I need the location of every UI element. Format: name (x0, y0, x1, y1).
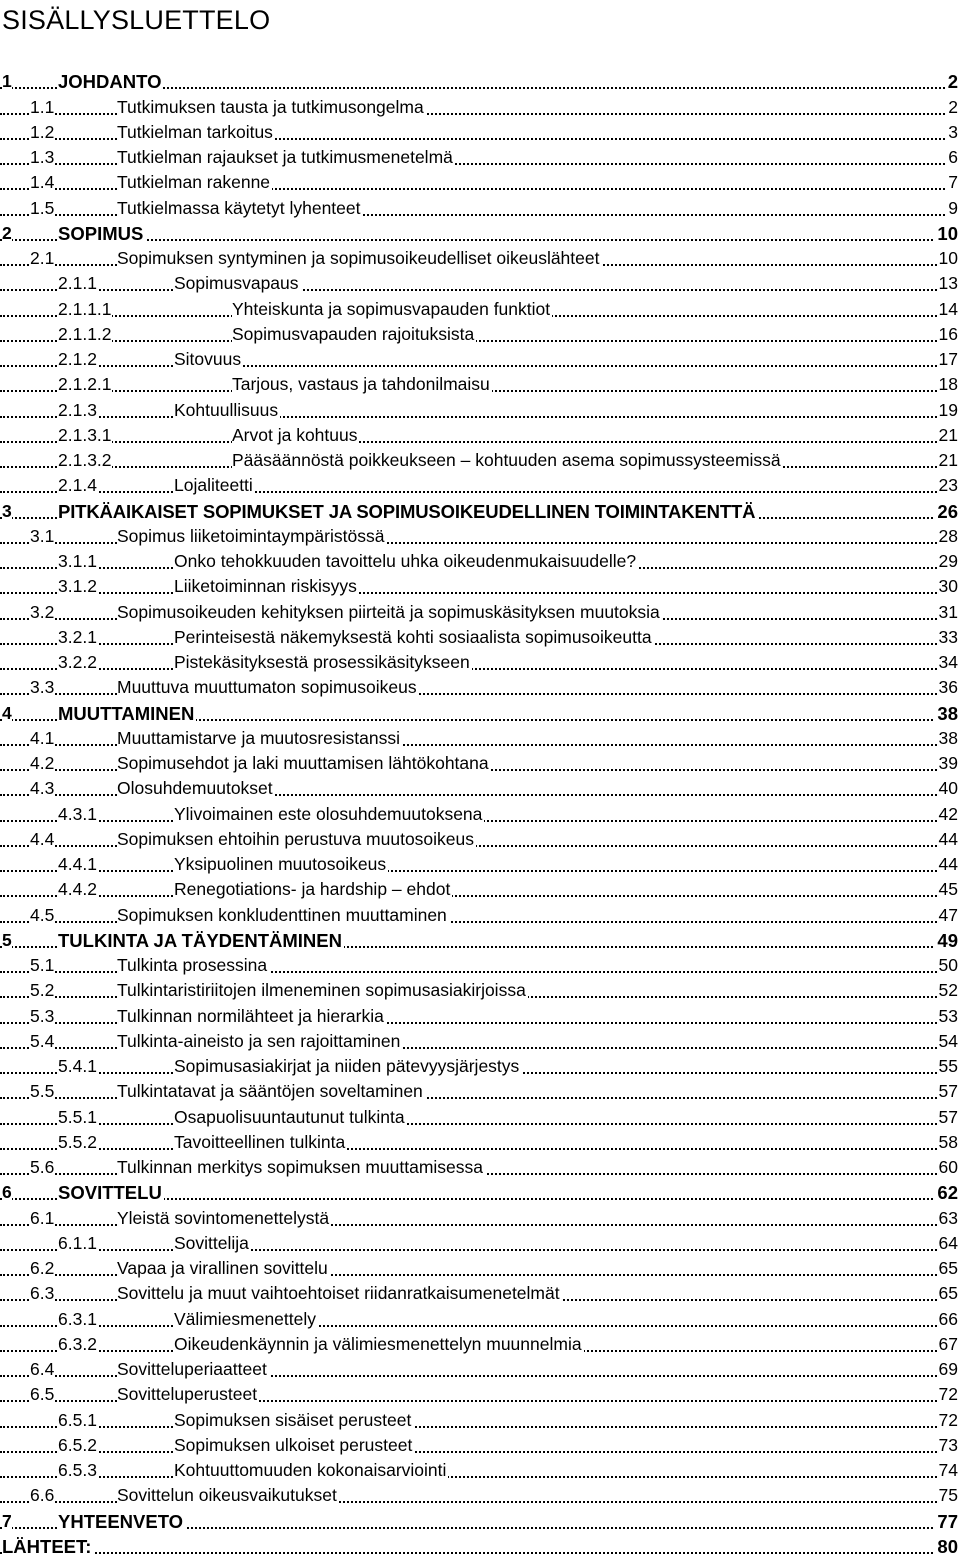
toc-entry-page: 7 (948, 172, 958, 193)
toc-entry-number: 4.1 (30, 727, 55, 748)
toc-entry-page: 23 (938, 475, 958, 496)
toc-entry-page: 73 (938, 1434, 958, 1455)
toc-entry[interactable] (0, 777, 960, 802)
toc-entry-number: 2.1.1.1 (58, 298, 112, 319)
toc-entry-number: 2.1.3.2 (58, 450, 112, 470)
toc-entry[interactable] (0, 575, 960, 600)
toc-entry-title: Tulkinnan merkitys sopimuksen muuttamisessa (117, 1157, 484, 1177)
toc-entry-number: 6.6 (30, 1485, 55, 1506)
dot-leader (0, 1552, 956, 1554)
toc-entry-page: 49 (937, 929, 958, 951)
toc-entry-number: 2.1.4 (58, 475, 97, 496)
toc-entry[interactable] (0, 348, 960, 373)
dot-leader (0, 365, 956, 367)
toc-entry-title: Tutkielmassa käytetyt lyhenteet (117, 197, 361, 218)
dot-leader (0, 870, 956, 872)
dot-leader (0, 1451, 956, 1453)
toc-entry[interactable] (0, 1080, 960, 1105)
toc-entry[interactable] (0, 1509, 960, 1534)
toc-entry-number: 4.4 (30, 828, 55, 849)
toc-entry-number: 6 (2, 1182, 12, 1203)
toc-entry-title: Sovittelun oikeusvaikutukset (117, 1485, 337, 1506)
toc-entry[interactable] (0, 903, 960, 928)
toc-entry-page: 72 (938, 1384, 958, 1405)
toc-entry-title: Tulkintatavat ja sääntöjen soveltaminen (117, 1081, 423, 1102)
toc-entry-page: 53 (938, 1005, 958, 1026)
toc-entry-number: 6.4 (30, 1359, 55, 1379)
toc-entry-page: 38 (937, 702, 958, 724)
toc-entry-title: Tarjous, vastaus ja tahdonilmaisu (232, 374, 490, 395)
toc-entry-title: Olosuhdemuutokset (117, 778, 273, 799)
toc-entry-title: Onko tehokkuuden tavoittelu uhka oikeudenmukaisuudelle? (174, 551, 637, 571)
toc-entry[interactable] (0, 853, 960, 878)
toc-entry-title: TULKINTA JA TÄYDENTÄMINEN (58, 929, 342, 951)
toc-entry-number: 5.4 (30, 1030, 55, 1051)
toc-entry[interactable] (0, 247, 960, 272)
toc-entry[interactable] (0, 1131, 960, 1156)
toc-entry[interactable] (0, 676, 960, 701)
toc-entry-number: 4.4.2 (58, 879, 97, 900)
toc-entry[interactable] (0, 979, 960, 1004)
toc-entry[interactable] (0, 1232, 960, 1257)
toc-entry-number: 5 (2, 929, 12, 950)
toc-entry[interactable] (0, 499, 960, 524)
toc-entry-number: 5.1 (30, 955, 55, 975)
toc-entry-number: 5.5.1 (58, 1106, 97, 1127)
toc-entry[interactable] (0, 1358, 960, 1383)
toc-entry-title: Vapaa ja virallinen sovittelu (117, 1258, 328, 1278)
toc-entry-number: 3.2.1 (58, 626, 97, 647)
toc-entry-number: 2.1.1 (58, 273, 97, 294)
toc-entry-number: 1.5 (30, 197, 55, 218)
toc-entry[interactable] (0, 373, 960, 398)
toc-entry-number: 3.1 (30, 525, 55, 546)
toc-entry-page: 36 (938, 677, 958, 698)
toc-entry-number: 1.4 (30, 172, 55, 193)
toc-entry-number: 3 (2, 500, 12, 521)
toc-entry-page: 50 (938, 955, 958, 975)
toc-entry[interactable] (0, 752, 960, 777)
toc-entry-title: Renegotiations- ja hardship – ehdot (174, 879, 451, 900)
toc-entry[interactable] (0, 1030, 960, 1055)
toc-entry-number: 2.1.1.2 (58, 323, 112, 344)
toc-entry[interactable] (0, 1282, 960, 1307)
toc-entry-page: 58 (938, 1131, 958, 1152)
toc-entry-page: 77 (937, 1510, 958, 1532)
toc-entry-title: Sopimus liiketoimintaympäristössä (117, 525, 385, 546)
toc-entry-page: 2 (947, 71, 958, 93)
table-of-contents (0, 70, 960, 1560)
toc-entry-title: Sopimusasiakirjat ja niiden pätevyysjärjestys (174, 1056, 520, 1076)
toc-entry-number: 6.5.3 (58, 1460, 97, 1480)
toc-entry-title: Tulkintaristiriitojen ilmeneminen sopimusasiakirjoissa (117, 980, 526, 1001)
toc-entry-number: 4.2 (30, 753, 55, 773)
toc-entry-title: YHTEENVETO (58, 1510, 184, 1532)
toc-entry[interactable] (0, 1408, 960, 1433)
toc-entry-title: Sitovuus (174, 349, 242, 369)
toc-entry-page: 6 (948, 147, 958, 167)
toc-entry[interactable] (0, 701, 960, 726)
toc-entry[interactable] (0, 1105, 960, 1130)
toc-entry-page: 72 (938, 1409, 958, 1430)
toc-entry-page: 55 (938, 1056, 958, 1076)
toc-entry[interactable] (0, 651, 960, 676)
toc-entry-number: 6.5.1 (58, 1409, 97, 1430)
toc-entry-title: Liiketoiminnan riskisyys (174, 576, 357, 597)
toc-entry-number: 2.1.2.1 (58, 374, 112, 395)
dot-leader (0, 668, 956, 670)
toc-entry-title: SOVITTELU (58, 1182, 162, 1204)
toc-entry-page: 21 (938, 450, 958, 470)
toc-entry-page: 64 (938, 1232, 958, 1253)
toc-entry-page: 44 (938, 854, 958, 874)
toc-entry-number: 6.3.1 (58, 1308, 97, 1329)
toc-entry[interactable] (0, 1434, 960, 1459)
toc-entry-title: Arvot ja kohtuus (232, 424, 358, 445)
toc-entry-title: Sopimuksen syntyminen ja sopimusoikeudelliset oikeuslähteet (117, 248, 600, 268)
toc-entry-title: Sovittelu ja muut vaihtoehtoiset riidanratkaisumenetelmät (117, 1283, 560, 1304)
toc-entry-page: 45 (938, 879, 958, 900)
toc-entry[interactable] (0, 297, 960, 322)
toc-entry[interactable] (0, 1181, 960, 1206)
toc-entry[interactable] (0, 449, 960, 474)
toc-entry-page: 14 (938, 298, 958, 319)
toc-entry[interactable] (0, 828, 960, 853)
toc-entry-page: 18 (938, 374, 958, 395)
toc-entry-title: Välimiesmenettely (174, 1308, 316, 1329)
dot-leader (0, 289, 956, 291)
toc-entry-title: Pääsäännöstä poikkeukseen – kohtuuden asema sopimussysteemissä (232, 450, 781, 470)
toc-entry-title: Tulkinta prosessina (117, 955, 268, 975)
toc-entry[interactable] (0, 626, 960, 651)
toc-entry[interactable] (0, 146, 960, 171)
toc-entry-title: Pistekäsityksestä prosessikäsitykseen (174, 652, 470, 672)
toc-entry[interactable] (0, 878, 960, 903)
toc-entry-number: 5.4.1 (58, 1056, 97, 1076)
toc-entry-page: 26 (937, 500, 958, 522)
dot-leader (0, 1123, 956, 1125)
toc-entry-page: 31 (938, 601, 958, 622)
toc-entry-title: Sopimuksen sisäiset perusteet (174, 1409, 412, 1430)
toc-entry-title: Sovitteluperusteet (117, 1384, 258, 1405)
toc-entry-number: 5.5.2 (58, 1131, 97, 1152)
toc-entry-page: 33 (938, 626, 958, 647)
toc-entry-page: 28 (938, 525, 958, 546)
toc-entry-page: 65 (938, 1283, 958, 1304)
toc-entry-page: 10 (938, 248, 958, 268)
toc-entry-number: 2.1.3 (58, 399, 97, 420)
toc-entry-number: 6.3 (30, 1283, 55, 1304)
dot-leader (0, 441, 956, 443)
toc-entry-number: 6.3.2 (58, 1333, 97, 1354)
toc-entry-number: 6.1.1 (58, 1232, 97, 1253)
toc-entry-page: 16 (938, 323, 958, 344)
dot-leader (0, 416, 956, 418)
toc-entry[interactable] (0, 1459, 960, 1484)
toc-entry-title: Muuttuva muuttumaton sopimusoikeus (117, 677, 417, 698)
toc-entry-page: 66 (938, 1308, 958, 1329)
toc-entry-page: 3 (948, 121, 958, 142)
page-title: SISÄLLYSLUETTELO (2, 5, 271, 35)
toc-entry-page: 67 (938, 1333, 958, 1354)
toc-entry[interactable] (0, 70, 960, 95)
toc-entry-title: PITKÄAIKAISET SOPIMUKSET JA SOPIMUSOIKEUDELLINEN TOIMINTAKENTTÄ (58, 500, 756, 522)
toc-entry-page: 69 (938, 1359, 958, 1379)
toc-entry-number: 3.1.1 (58, 551, 97, 571)
dot-leader (0, 1249, 956, 1251)
dot-leader (0, 491, 956, 493)
toc-entry-title: Tavoitteellinen tulkinta (174, 1131, 346, 1152)
toc-entry-title: Muuttamistarve ja muutosresistanssi (117, 727, 401, 748)
toc-entry-page: 63 (938, 1207, 958, 1228)
toc-entry-title: Tutkimuksen tausta ja tutkimusongelma (117, 96, 424, 117)
toc-entry-title: JOHDANTO (58, 71, 162, 93)
toc-entry-page: 2 (948, 96, 958, 117)
toc-entry-title: Yhteiskunta ja sopimusvapauden funktiot (232, 298, 551, 319)
toc-entry-title: LÄHTEET: (2, 1535, 92, 1557)
toc-entry-page: 39 (938, 753, 958, 773)
toc-entry-number: 2 (2, 222, 12, 243)
toc-entry-number: 3.2 (30, 601, 55, 622)
toc-entry[interactable] (0, 1307, 960, 1332)
toc-entry-title: Sovittelija (174, 1232, 249, 1253)
toc-entry-number: 6.5.2 (58, 1434, 97, 1455)
toc-entry-page: 74 (938, 1460, 958, 1480)
toc-entry[interactable] (0, 1333, 960, 1358)
dot-leader (0, 1426, 956, 1428)
toc-entry-page: 17 (938, 349, 958, 369)
dot-leader (0, 1148, 956, 1150)
toc-entry-number: 1 (2, 71, 12, 92)
toc-entry[interactable] (0, 171, 960, 196)
toc-entry-number: 6.5 (30, 1384, 55, 1405)
toc-entry-page: 29 (938, 551, 958, 571)
toc-entry[interactable] (0, 1484, 960, 1509)
toc-entry-number: 6.2 (30, 1258, 55, 1278)
toc-entry-title: Oikeudenkäynnin ja välimiesmenettelyn muunnelmia (174, 1333, 582, 1354)
toc-entry-title: Tutkielman rajaukset ja tutkimusmenetelmä (117, 147, 453, 167)
toc-entry-number: 3.2.2 (58, 652, 97, 672)
toc-entry[interactable] (0, 600, 960, 625)
toc-entry-number: 2.1.2 (58, 349, 97, 369)
toc-entry-page: 9 (948, 197, 958, 218)
toc-entry[interactable] (0, 1535, 960, 1560)
toc-entry-page: 30 (938, 576, 958, 597)
toc-entry-number: 3.1.2 (58, 576, 97, 597)
toc-entry-number: 4 (2, 702, 12, 723)
toc-entry-title: Perinteisestä näkemyksestä kohti sosiaalista sopimusoikeutta (174, 626, 652, 647)
toc-entry-title: Sopimuksen konkludenttinen muuttaminen (117, 904, 447, 925)
toc-entry-title: Sovitteluperiaatteet (117, 1359, 267, 1379)
dot-leader (0, 592, 956, 594)
toc-entry-page: 60 (938, 1157, 958, 1177)
toc-entry-page: 52 (938, 980, 958, 1001)
toc-entry[interactable] (0, 727, 960, 752)
toc-entry[interactable] (0, 1156, 960, 1181)
toc-entry-title: Kohtuuttomuuden kokonaisarviointi (174, 1460, 447, 1480)
toc-entry-number: 4.3.1 (58, 803, 97, 824)
toc-entry[interactable] (0, 323, 960, 348)
toc-entry-title: Tutkielman rakenne (117, 172, 271, 193)
toc-entry-title: Tutkielman tarkoitus (117, 121, 273, 142)
toc-entry-page: 10 (937, 222, 958, 244)
toc-entry-page: 13 (938, 273, 958, 294)
toc-entry-page: 44 (938, 828, 958, 849)
toc-entry-title: Osapuolisuuntautunut tulkinta (174, 1106, 405, 1127)
toc-entry-title: Sopimuksen ehtoihin perustuva muutosoikeus (117, 828, 475, 849)
dot-leader (0, 340, 956, 342)
toc-entry-title: Ylivoimainen este olosuhdemuutoksena (174, 803, 483, 824)
toc-entry-title: Tulkinnan normilähteet ja hierarkia (117, 1005, 384, 1026)
toc-entry-number: 6.1 (30, 1207, 55, 1228)
toc-entry-number: 5.5 (30, 1081, 55, 1102)
toc-entry-title: Tulkinta-aineisto ja sen rajoittaminen (117, 1030, 401, 1051)
dot-leader (0, 895, 956, 897)
toc-entry[interactable] (0, 954, 960, 979)
toc-entry-number: 5.6 (30, 1157, 55, 1177)
toc-entry-page: 38 (938, 727, 958, 748)
toc-entry-page: 40 (938, 778, 958, 799)
toc-entry[interactable] (0, 474, 960, 499)
toc-entry-page: 42 (938, 803, 958, 824)
toc-entry-page: 47 (938, 904, 958, 925)
toc-entry-title: Lojaliteetti (174, 475, 253, 496)
toc-entry[interactable] (0, 222, 960, 247)
toc-entry[interactable] (0, 1383, 960, 1408)
toc-entry-number: 1.1 (30, 96, 55, 117)
toc-entry-number: 4.4.1 (58, 854, 97, 874)
toc-entry-number: 5.3 (30, 1005, 55, 1026)
toc-entry[interactable] (0, 398, 960, 423)
toc-entry-number: 4.5 (30, 904, 55, 925)
toc-entry-title: Sopimuksen ulkoiset perusteet (174, 1434, 413, 1455)
toc-entry-page: 57 (938, 1106, 958, 1127)
dot-leader (0, 1476, 956, 1478)
toc-entry[interactable] (0, 1257, 960, 1282)
toc-entry-page: 62 (937, 1182, 958, 1204)
toc-entry-title: Yleistä sovintomenettelystä (117, 1207, 330, 1228)
toc-entry[interactable] (0, 424, 960, 449)
toc-entry-number: 5.2 (30, 980, 55, 1001)
toc-entry-page: 19 (938, 399, 958, 420)
toc-entry-number: 3.3 (30, 677, 55, 698)
toc-entry[interactable] (0, 929, 960, 954)
toc-entry-number: 2.1.3.1 (58, 424, 112, 445)
toc-entry-title: Kohtuullisuus (174, 399, 279, 420)
toc-entry[interactable] (0, 95, 960, 120)
toc-entry-title: Sopimusehdot ja laki muuttamisen lähtökohtana (117, 753, 489, 773)
toc-entry-title: Sopimusvapauden rajoituksista (232, 323, 475, 344)
toc-entry[interactable] (0, 196, 960, 221)
toc-entry-title: MUUTTAMINEN (58, 702, 195, 724)
toc-entry[interactable] (0, 525, 960, 550)
toc-entry-page: 75 (938, 1485, 958, 1506)
toc-entry-page: 54 (938, 1030, 958, 1051)
dot-leader (0, 1325, 956, 1327)
toc-entry-title: Sopimusoikeuden kehityksen piirteitä ja sopimuskäsityksen muutoksia (117, 601, 660, 622)
toc-entry-number: 4.3 (30, 778, 55, 799)
toc-entry-title: SOPIMUS (58, 222, 144, 244)
toc-entry[interactable] (0, 1206, 960, 1231)
toc-entry[interactable] (0, 1004, 960, 1029)
toc-entry-page: 57 (938, 1081, 958, 1102)
toc-entry-number: 7 (2, 1510, 12, 1531)
toc-entry-number: 1.2 (30, 121, 55, 142)
toc-entry[interactable] (0, 550, 960, 575)
toc-entry[interactable] (0, 1055, 960, 1080)
toc-entry-title: Yksipuolinen muutosoikeus (174, 854, 387, 874)
toc-entry[interactable] (0, 121, 960, 146)
toc-entry-page: 65 (938, 1258, 958, 1278)
toc-entry-page: 80 (937, 1535, 958, 1557)
toc-entry-title: Sopimusvapaus (174, 273, 299, 294)
toc-entry-number: 2.1 (30, 248, 55, 268)
toc-entry[interactable] (0, 802, 960, 827)
toc-entry-page: 34 (938, 652, 958, 672)
toc-entry-number: 1.3 (30, 147, 55, 167)
toc-entry-page: 21 (938, 424, 958, 445)
toc-entry[interactable] (0, 272, 960, 297)
